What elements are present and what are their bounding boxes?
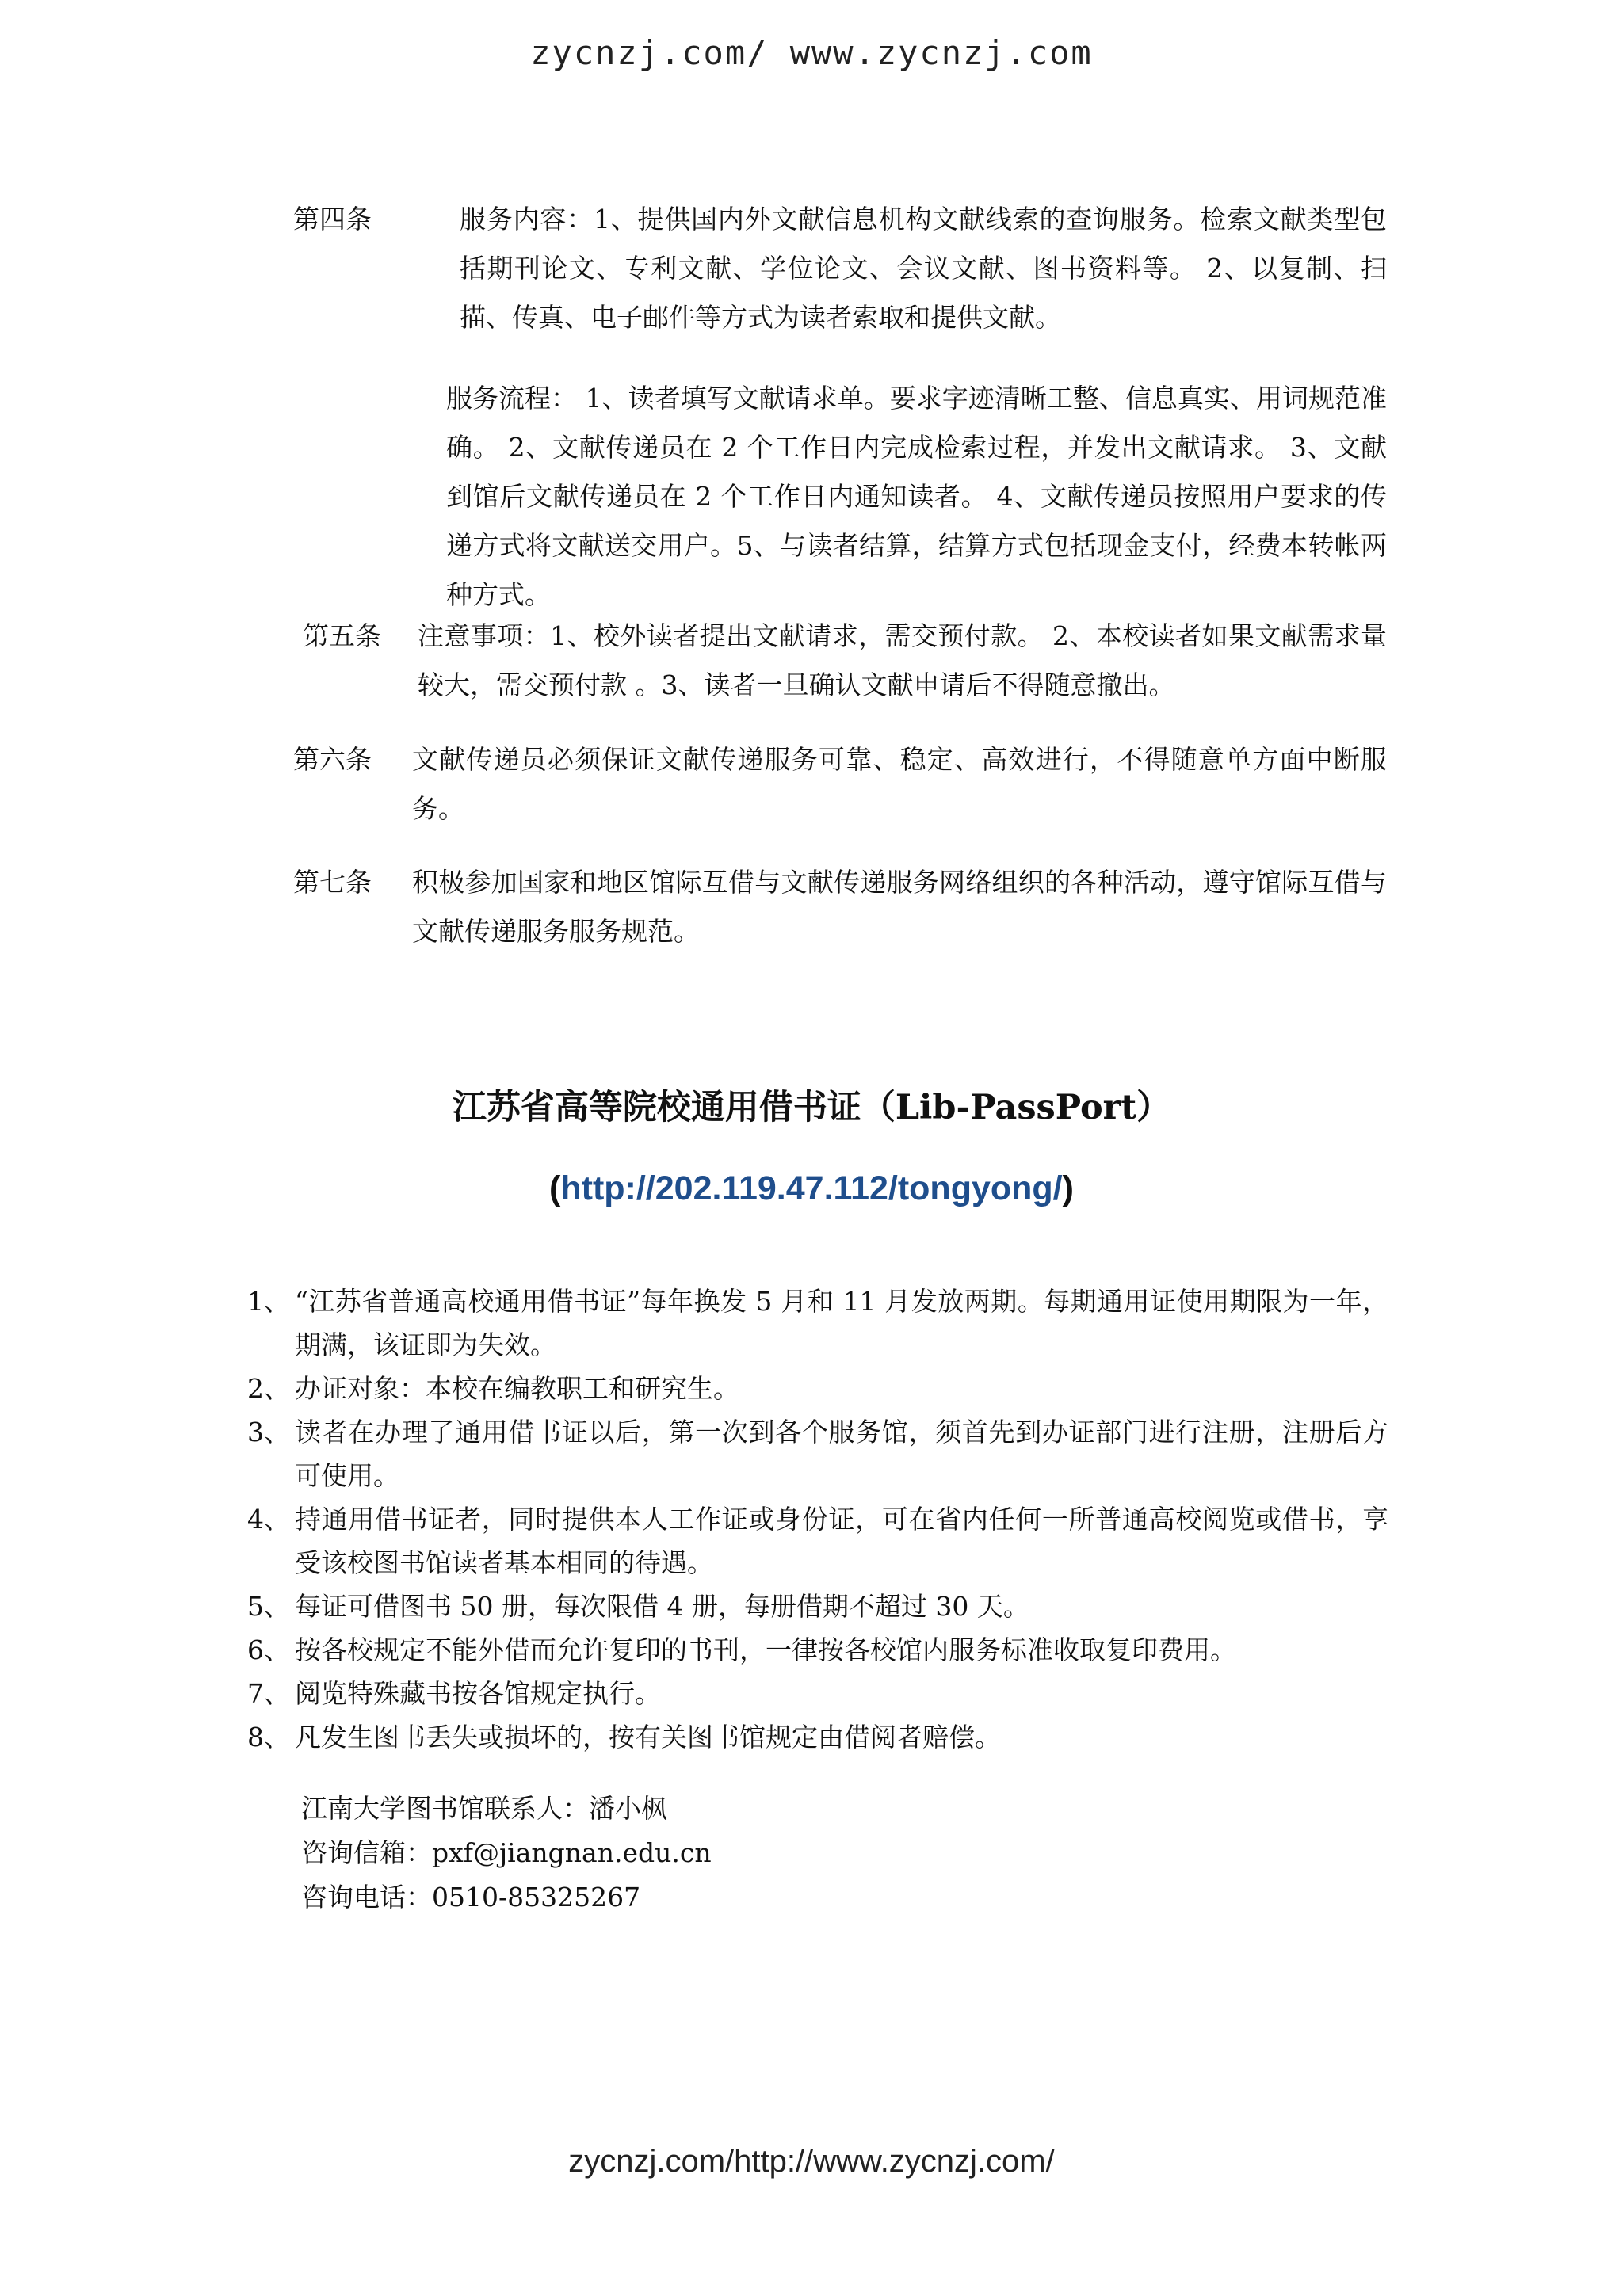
article-number: 第七条 [293, 867, 372, 898]
article-text: 注意事项：1、校外读者提出文献请求，需交预付款。 2、本校读者如果文献需求量较大，需交预付款 。3、读者一旦确认文献申请后不得随意撤出。 [418, 620, 1387, 700]
rules-list [247, 1280, 1388, 1759]
rule-item: 2、 办证对象：本校在编教职工和研究生。 [247, 1373, 739, 1404]
header-watermark: zycnzj.com/ www.zycnzj.com [530, 33, 1093, 72]
section-title: 江苏省高等院校通用借书证（Lib-PassPort） [452, 1088, 1171, 1127]
rule-item: 5、 每证可借图书 50 册，每次限借 4 册，每册借期不超过 30 天。 [247, 1591, 1029, 1622]
contact-person: 江南大学图书馆联系人：潘小枫 [301, 1793, 667, 1824]
article-number: 第六条 [293, 744, 372, 775]
article-paragraph: 服务流程： 1、读者填写文献请求单。要求字迹清晰工整、信息真实、用词规范准确。 2、文献传递员在 2 个工作日内完成检索过程，并发出文献请求。 3、文献到馆后文献传递员在 2 个工作日内通知读者。 4、文献传递员按照用户要求的传递方式将文献送交用户。5、与读者结算，结算方式包括现金支付，经费本转帐两种方式。 [446, 383, 1387, 610]
rule-item: 1、 “江苏省普通高校通用借书证”每年换发 5 月和 11 月发放两期。每期通用证使用期限为一年，期满，该证即为失效。 [247, 1286, 1388, 1360]
article-paragraph: 服务内容：1、提供国内外文献信息机构文献线索的查询服务。检索文献类型包括期刊论文、专利文献、学位论文、会议文献、图书资料等。 2、以复制、扫描、传真、电子邮件等方式为读者索取和提供文献。 [460, 204, 1387, 333]
contact-email: 咨询信箱：pxf@jiangnan.edu.cn [301, 1837, 712, 1868]
section-url: (http://202.119.47.112/tongyong/) [549, 1169, 1074, 1207]
rule-item: 7、 阅览特殊藏书按各馆规定执行。 [247, 1678, 661, 1709]
article-text: 积极参加国家和地区馆际互借与文献传递服务网络组织的各种活动，遵守馆际互借与文献传递服务服务规范。 [412, 867, 1387, 947]
rule-item: 4、 持通用借书证者，同时提供本人工作证或身份证，可在省内任何一所普通高校阅览或借书，享受该校图书馆读者基本相同的待遇。 [247, 1504, 1388, 1578]
article-number: 第四条 [293, 204, 372, 235]
article-6 [293, 735, 1387, 833]
article-4 [293, 195, 1387, 620]
article-text: 文献传递员必须保证文献传递服务可靠、稳定、高效进行，不得随意单方面中断服务。 [412, 744, 1387, 824]
rule-item: 3、 读者在办理了通用借书证以后，第一次到各个服务馆，须首先到办证部门进行注册，注册后方可使用。 [247, 1417, 1388, 1491]
library-link[interactable]: http://202.119.47.112/tongyong/ [560, 1169, 1063, 1207]
rule-item: 6、 按各校规定不能外借而允许复印的书刊，一律按各校馆内服务标准收取复印费用。 [247, 1634, 1236, 1665]
contact-block [301, 1787, 712, 1920]
article-number: 第五条 [303, 620, 381, 651]
rule-item: 8、 凡发生图书丢失或损坏的，按有关图书馆规定由借阅者赔偿。 [247, 1722, 1001, 1753]
article-5 [303, 612, 1387, 710]
contact-phone: 咨询电话：0510-85325267 [301, 1882, 641, 1913]
article-7 [293, 858, 1387, 956]
footer-watermark: zycnzj.com/http://www.zycnzj.com/ [568, 2144, 1055, 2179]
